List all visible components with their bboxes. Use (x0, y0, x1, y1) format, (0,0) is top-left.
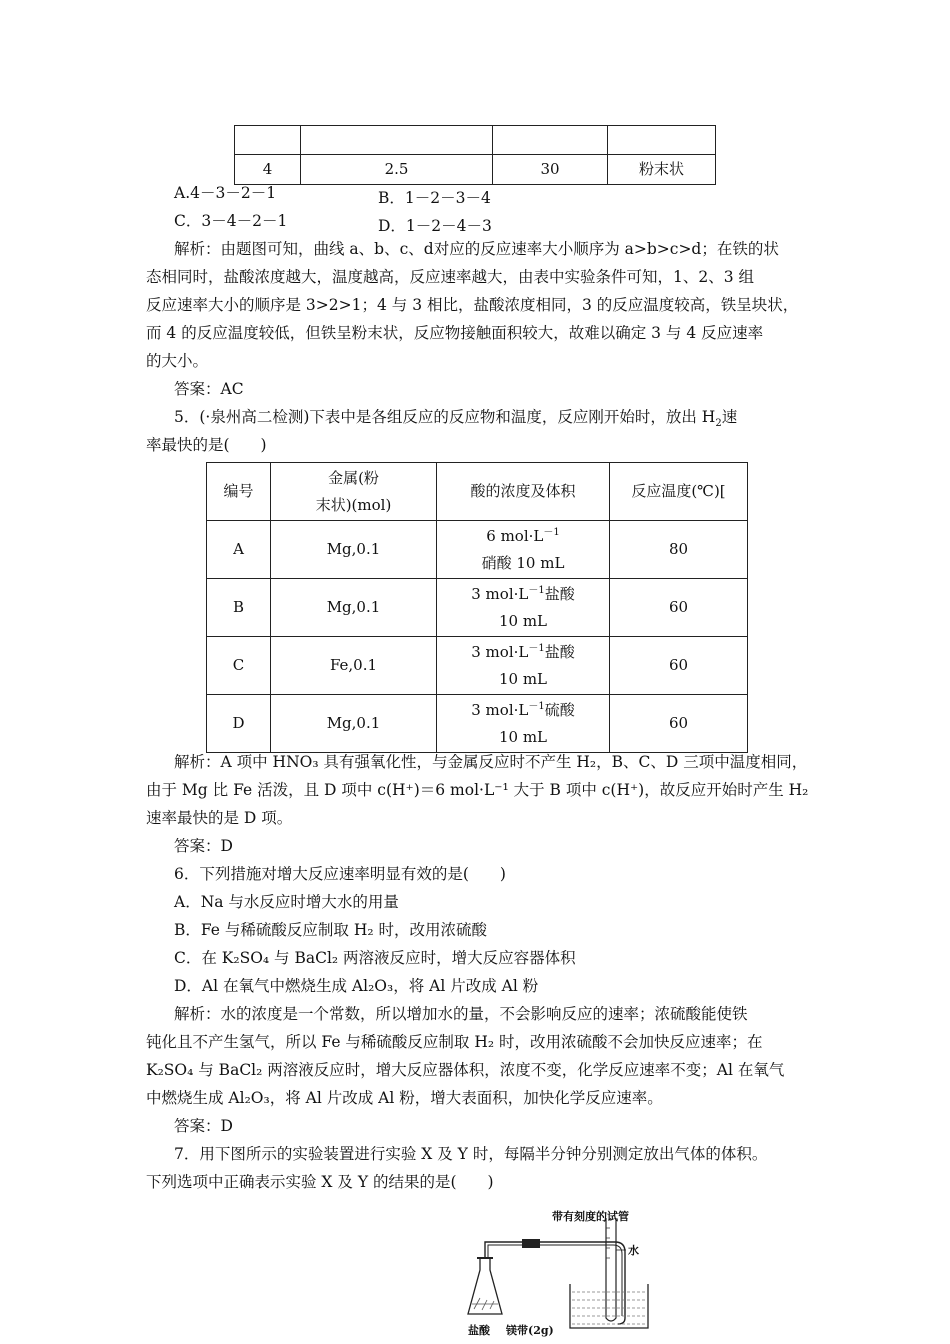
q4-analysis-line: 态相同时，盐酸浓度越大，温度越高，反应速率越大，由表中实验条件可知，1、2、3 组 (146, 268, 755, 286)
q5-cell-acid-line2: 硝酸 10 mL (481, 553, 565, 572)
delivery-tube-inner (488, 1245, 622, 1316)
q5-cell-acid-line1 (437, 639, 609, 666)
q4-option-d: D．1－2－4－3 (378, 217, 492, 235)
q5-row-c (207, 637, 748, 695)
q5-cell-temp: 60 (610, 695, 748, 753)
q5-stem-part-b: 速 (721, 408, 738, 426)
water-trough (570, 1284, 648, 1328)
q5-acid-tail: 盐酸 (544, 584, 575, 603)
apparatus-diagram (460, 1206, 680, 1340)
label-magnesium-ribbon: 镁带(2g) (506, 1324, 554, 1337)
q5-cell-acid (437, 695, 610, 753)
q5-row-a (207, 521, 748, 579)
q5-acid-tail: 盐酸 (544, 642, 575, 661)
q4-answer: 答案：AC (174, 380, 244, 398)
label-water: 水 (628, 1244, 639, 1257)
q5-cell-metal: Mg,0.1 (271, 695, 437, 753)
q6-analysis-line: 钝化且不产生氢气，所以 Fe 与稀硫酸反应制取 H₂ 时，改用浓硫酸不会加快反应速率；在 (146, 1033, 763, 1051)
q6-option-c: C．在 K₂SO₄ 与 BaCl₂ 两溶液反应时，增大反应容器体积 (174, 949, 576, 967)
rubber-connector (522, 1239, 540, 1248)
q5-stem-line1 (174, 408, 738, 430)
q5-header-metal-line2: 末状)(mol) (315, 495, 392, 514)
q4-analysis-line: 反应速率大小的顺序是 3>2>1；4 与 3 相比，盐酸浓度相同，3 的反应温度较高，铁呈块状， (146, 296, 799, 314)
q5-acid-sup: －1 (528, 700, 545, 712)
q6-stem: 6．下列措施对增大反应速率明显有效的是( ) (174, 865, 506, 883)
q5-header-acid: 酸的浓度及体积 (437, 463, 610, 521)
top-table-header-1 (235, 126, 301, 155)
q5-cell-temp: 80 (610, 521, 748, 579)
q5-stem-sub: 2 (715, 418, 722, 430)
top-table-header-3 (493, 126, 608, 155)
q5-analysis-line: 速率最快的是 D 项。 (146, 809, 293, 827)
q5-acid-tail: 硫酸 (544, 700, 575, 719)
top-table-cell-conc: 2.5 (301, 155, 493, 185)
q5-acid-sup: －1 (528, 642, 545, 654)
q5-cell-acid-line1 (437, 581, 609, 608)
q5-row-b (207, 579, 748, 637)
q6-analysis-line: K₂SO₄ 与 BaCl₂ 两溶液反应时，增大反应器体积，浓度不变，化学反应速率不变；Al 在氧气 (146, 1061, 785, 1079)
q5-acid-conc: 6 mol·L (486, 526, 544, 545)
q4-analysis-line: 的大小。 (146, 352, 209, 370)
top-table (234, 125, 716, 185)
q5-row-d (207, 695, 748, 753)
q7-stem-line1: 7．用下图所示的实验装置进行实验 X 及 Y 时，每隔半分钟分别测定放出气体的体积。 (174, 1145, 768, 1163)
label-hydrochloric-acid: 盐酸 (468, 1324, 490, 1337)
q4-option-c: C．3－4－2－1 (174, 212, 288, 230)
trough-water (572, 1292, 646, 1324)
top-table-cell-temp: 30 (493, 155, 608, 185)
q5-acid-sup: －1 (543, 526, 560, 538)
q5-cell-metal: Mg,0.1 (271, 579, 437, 637)
q5-header-temp: 反应温度(℃)[ (610, 463, 748, 521)
q5-cell-id: A (207, 521, 271, 579)
q5-cell-id: B (207, 579, 271, 637)
q5-cell-acid (437, 521, 610, 579)
q7-stem-line2: 下列选项中正确表示实验 X 及 Y 的结果的是( ) (146, 1173, 494, 1191)
top-table-header-4 (608, 126, 716, 155)
q5-header-id: 编号 (207, 463, 271, 521)
q5-acid-conc: 3 mol·L (471, 642, 529, 661)
q5-table (206, 462, 748, 753)
q5-cell-acid-line1 (437, 523, 609, 550)
apparatus-figure (460, 1206, 680, 1340)
top-table-header-2 (301, 126, 493, 155)
q5-cell-temp: 60 (610, 579, 748, 637)
q5-answer: 答案：D (174, 837, 233, 855)
q5-acid-conc: 3 mol·L (471, 584, 529, 603)
q5-cell-id: D (207, 695, 271, 753)
q4-option-b: B．1－2－3－4 (378, 189, 491, 207)
q4-analysis-line: 而 4 的反应温度较低，但铁呈粉末状，反应物接触面积较大，故难以确定 3 与 4 反应速率 (146, 324, 764, 342)
q5-cell-acid-line1 (437, 697, 609, 724)
q6-analysis-line: 解析：水的浓度是一个常数，所以增加水的量，不会影响反应的速率；浓硫酸能使铁 (174, 1005, 748, 1023)
q5-cell-id: C (207, 637, 271, 695)
q5-cell-acid-line2: 10 mL (498, 611, 548, 630)
q5-cell-acid (437, 637, 610, 695)
q6-analysis-line: 中燃烧生成 Al₂O₃，将 Al 片改成 Al 粉，增大表面积，加快化学反应速率。 (146, 1089, 663, 1107)
q5-cell-acid (437, 579, 610, 637)
q6-option-d: D．Al 在氧气中燃烧生成 Al₂O₃，将 Al 片改成 Al 粉 (174, 977, 539, 995)
q6-option-b: B．Fe 与稀硫酸反应制取 H₂ 时，改用浓硫酸 (174, 921, 487, 939)
graduated-tube (606, 1218, 616, 1321)
q5-cell-acid-line2: 10 mL (498, 669, 548, 688)
q5-cell-metal: Fe,0.1 (271, 637, 437, 695)
q5-acid-sup: －1 (528, 584, 545, 596)
q5-cell-metal: Mg,0.1 (271, 521, 437, 579)
q4-analysis-line: 解析：由题图可知，曲线 a、b、c、d对应的反应速率大小顺序为 a>b>c>d；在铁的状 (174, 240, 779, 258)
q6-option-a: A．Na 与水反应时增大水的用量 (174, 893, 399, 911)
q5-analysis-line: 由于 Mg 比 Fe 活泼，且 D 项中 c(H⁺)＝6 mol·L⁻¹ 大于 B 项中 c(H⁺)，故反应开始时产生 H₂ (146, 781, 809, 799)
q5-header-metal (271, 463, 437, 521)
q4-option-a: A.4－3－2－1 (174, 184, 277, 202)
q5-header-metal-line1: 金属(粉 (328, 468, 379, 487)
q5-analysis-line: 解析：A 项中 HNO₃ 具有强氧化性，与金属反应时不产生 H₂，B、C、D 三项中温度相同， (174, 753, 808, 771)
label-graduated-tube: 带有刻度的试管 (552, 1210, 629, 1223)
top-table-cell-state: 粉末状 (608, 155, 716, 185)
q5-acid-conc: 3 mol·L (471, 700, 529, 719)
top-table-cell-id: 4 (235, 155, 301, 185)
q5-stem-part-a: 5．(·泉州高二检测)下表中是各组反应的反应物和温度，反应刚开始时，放出 H (174, 408, 716, 426)
q5-stem-line2: 率最快的是( ) (146, 436, 267, 454)
q6-answer: 答案：D (174, 1117, 233, 1135)
delivery-tube (485, 1242, 625, 1324)
q5-cell-acid-line2: 10 mL (498, 727, 548, 746)
q5-cell-temp: 60 (610, 637, 748, 695)
conical-flask (468, 1258, 502, 1314)
